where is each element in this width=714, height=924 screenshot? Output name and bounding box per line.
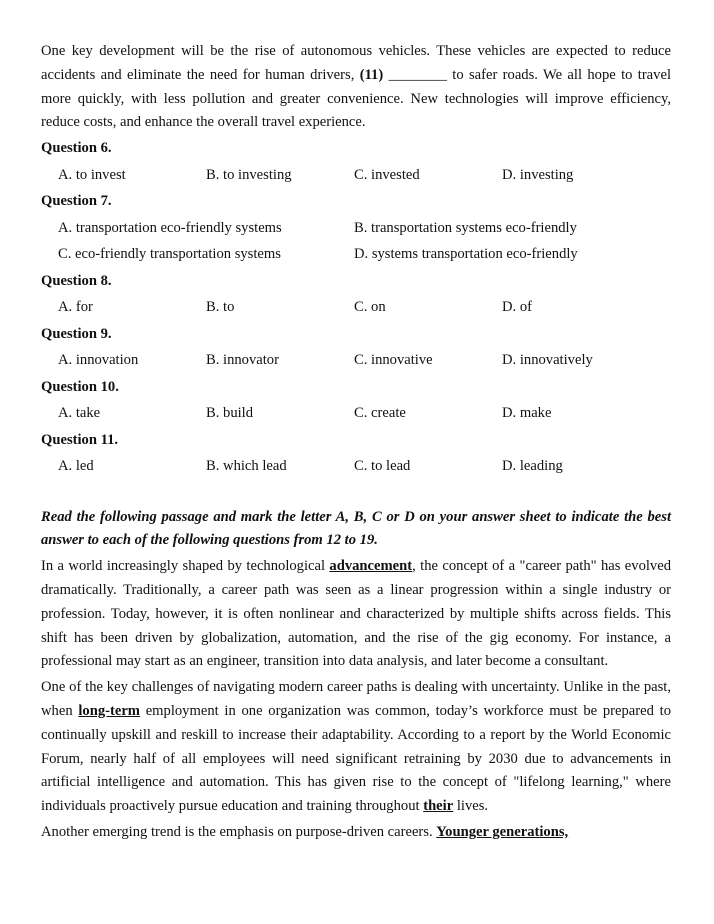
underlined-word: long-term bbox=[78, 703, 140, 720]
intro-paragraph bbox=[41, 40, 671, 135]
question-options bbox=[41, 162, 671, 189]
passage-text: In a world increasingly shaped by technological bbox=[41, 558, 330, 575]
option-b[interactable]: B. to bbox=[206, 299, 235, 316]
question-options bbox=[41, 294, 671, 321]
option-b[interactable]: B. transportation systems eco-friendly bbox=[354, 219, 577, 236]
option-c[interactable]: C. on bbox=[354, 299, 386, 316]
option-b[interactable]: B. which lead bbox=[206, 458, 287, 475]
question-title: Question 9. bbox=[41, 325, 112, 342]
option-c[interactable]: C. invested bbox=[354, 166, 420, 183]
option-b[interactable]: B. innovator bbox=[206, 352, 279, 369]
passage-paragraph-3 bbox=[41, 821, 671, 845]
underlined-word: Younger generations, bbox=[436, 824, 569, 841]
option-d[interactable]: D. make bbox=[502, 405, 552, 422]
passage-text: lives. bbox=[453, 798, 489, 815]
option-a[interactable]: A. innovation bbox=[58, 352, 139, 369]
passage-paragraph-1 bbox=[41, 555, 671, 674]
option-a[interactable]: A. for bbox=[58, 299, 93, 316]
reading-instruction: Read the following passage and mark the letter A, B, C or D on your answer sheet to indicate the best answer to each of the following questions from 12 to 19. bbox=[41, 508, 671, 549]
option-c[interactable]: C. create bbox=[354, 405, 406, 422]
option-c[interactable]: C. innovative bbox=[354, 352, 433, 369]
blank-line: ________ bbox=[388, 66, 447, 83]
question-title: Question 7. bbox=[41, 193, 112, 210]
passage-paragraph-2 bbox=[41, 676, 671, 819]
option-c[interactable]: C. eco-friendly transportation systems bbox=[58, 246, 281, 263]
option-d[interactable]: D. systems transportation eco-friendly bbox=[354, 246, 578, 263]
passage-text: Another emerging trend is the emphasis on purpose-driven careers. bbox=[41, 824, 437, 841]
question-options bbox=[41, 453, 671, 480]
blank-number: (11) bbox=[359, 66, 384, 83]
question-title: Question 8. bbox=[41, 272, 112, 289]
intro-text-before: One key development will be the rise of autonomous vehicles. These vehicles are expected to reduce accidents and eliminate the need for human drivers, bbox=[41, 43, 671, 83]
question-options bbox=[41, 215, 671, 268]
question-options bbox=[41, 347, 671, 374]
option-d[interactable]: D. innovatively bbox=[502, 352, 593, 369]
intro-text-after: to safer roads. We all hope to travel more quickly, with less pollution and greater convenience. New technologies will improve efficiency, reduce costs, and enhance the overall travel experience. bbox=[41, 66, 671, 131]
question-title: Question 11. bbox=[41, 431, 119, 448]
option-d[interactable]: D. leading bbox=[502, 458, 563, 475]
passage-text: One of the key challenges of navigating modern career paths is dealing with uncertainty. Unlike in the past, when bbox=[41, 679, 671, 720]
option-c[interactable]: C. to lead bbox=[354, 458, 411, 475]
document-page bbox=[41, 40, 671, 845]
option-b[interactable]: B. to investing bbox=[206, 166, 292, 183]
question-options bbox=[41, 400, 671, 427]
passage-text: employment in one organization was common, today’s workforce must be prepared to continually upskill and reskill to increase their adaptability. According to a report by the World Economic Forum, nearly half of all employees will need significant retraining by 2030 due to advancements in artificial intelligence and automation. This has given rise to the concept of "lifelong learning," where individuals proactively pursue education and training throughout bbox=[41, 703, 672, 815]
option-d[interactable]: D. of bbox=[502, 299, 532, 316]
option-b[interactable]: B. build bbox=[206, 405, 254, 422]
option-a[interactable]: A. transportation eco-friendly systems bbox=[58, 219, 282, 236]
option-d[interactable]: D. investing bbox=[502, 166, 574, 183]
underlined-word: their bbox=[423, 798, 454, 815]
underlined-word: advancement bbox=[329, 558, 413, 575]
question-title: Question 6. bbox=[41, 140, 112, 157]
option-a[interactable]: A. led bbox=[58, 458, 94, 475]
passage-text: , the concept of a "career path" has evolved dramatically. Traditionally, a career path was seen as a linear progression within a single industry or profession. Today, however, it is often nonlinear and characterized by multiple shifts across fields. This shift has been driven by globalization, automation, and the rise of the gig economy. For instance, a professional may start as an engineer, transition into data analysis, and later become a consultant. bbox=[41, 558, 671, 670]
option-a[interactable]: A. to invest bbox=[58, 166, 126, 183]
option-a[interactable]: A. take bbox=[58, 405, 101, 422]
question-title: Question 10. bbox=[41, 378, 119, 395]
